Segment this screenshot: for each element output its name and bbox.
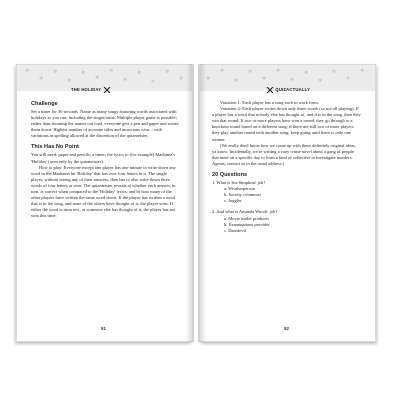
- snowflake-icon: ❄: [276, 68, 281, 74]
- snowflake-icon: ❄: [360, 68, 365, 74]
- answer-option: b. Society columnist: [224, 192, 261, 198]
- snowflake-icon: ❄: [262, 76, 267, 82]
- section-heading: Challenge: [31, 101, 58, 107]
- snowflake-icon: ❄: [332, 69, 337, 75]
- right-page: [200, 64, 376, 342]
- snowflake-icon: ❄: [234, 78, 239, 84]
- snowflake-icon: ❄: [290, 77, 295, 83]
- answer-option: c. Juggler: [224, 198, 242, 204]
- snowflake-icon: ❄: [95, 75, 100, 81]
- page-number: 91: [101, 326, 106, 331]
- snowflake-icon: ❄: [137, 70, 142, 76]
- snowflake-icon: ❄: [346, 76, 351, 82]
- section-heading: This Has No Point: [31, 144, 79, 151]
- snowflake-icon: ❄: [206, 76, 211, 82]
- question: 2. And what is Amanda Woods' job?: [212, 209, 278, 215]
- right-page-body: [212, 100, 361, 234]
- answer-option: a. Movie trailer producer: [224, 215, 269, 221]
- snowflake-icon: ❄: [109, 68, 114, 74]
- running-head: [266, 87, 310, 93]
- section-heading: 20 Questions: [212, 172, 248, 179]
- paragraph: Variation 2: Each player writes down only three words (so not all playing). If a player has a word that nobody else has thought of, and it is in the song, then they win that round. If two or more players have won a round, they go through to a knockout round based on a different song; if there are still two or more players they play another round with another song; keep going until there is only one winner.: [212, 106, 361, 142]
- snowflake-icon: ❄: [151, 79, 156, 85]
- snowflake-icon: ❄: [81, 70, 86, 76]
- running-head-text: THE HOLIDAY: [71, 87, 102, 93]
- answer-option: a. Weatherperson: [224, 186, 256, 192]
- paragraph: Set a timer for 30 seconds. Name as many songs featuring words associated with holidays as you can, including the singer/artist. Multiple player game is possible; rather than shouting the names out loud, everyone gets a pen and paper and writes them down. Highest number of accurate titles and musicians wins – with variations in spelling allowed at the discretion of the quizmeister.: [31, 109, 179, 139]
- paragraph: You will need: paper and pencils; a timer; the lyrics to (for example) Madonna's 'Holiday' (seen only by the quizmeister).: [31, 152, 175, 164]
- snowflake-icon: ❄: [179, 76, 184, 82]
- answer-option: b. Examinations provider: [224, 221, 270, 227]
- snowflake-icon: ❄: [25, 68, 30, 74]
- left-page: [16, 64, 192, 342]
- crossed-skis-icon: [266, 87, 274, 93]
- page-number: 92: [284, 326, 289, 331]
- snowflake-icon: ❄: [165, 69, 170, 75]
- snowflake-icon: ❄: [318, 78, 323, 84]
- snowflake-icon: ❄: [39, 76, 44, 82]
- paragraph: How to play: Everyone except one player has one minute to write down any word in the Madonna hit 'Holiday' that has over four letters in it. The single player, without seeing any of their answers, then has to also write down three words of four letters or over. The quizmeister reveals a) whether each answer, in turn, is correct when compared to the 'Holiday' lyrics; and b) how many of the other players have written the same word down. If the player has written a word that is in the song, and none of the others have thought of it, the player wins. If either the word is incorrect, or someone else has thought of it, the player has not won this time.: [31, 164, 176, 219]
- running-head-text: QUIZACTUALLY: [275, 87, 310, 93]
- snowflake-icon: ❄: [248, 69, 253, 75]
- left-page-body: [31, 101, 180, 220]
- snowflake-icon: ❄: [53, 69, 58, 75]
- answer-option: c. Daredevil: [224, 227, 246, 233]
- question: 1. What is Iris Simpkins' job?: [212, 180, 266, 186]
- paragraph: Variation 1: Each player has a song each to work from.: [220, 100, 319, 105]
- paragraph: (We really don't know how we come up with these definitely original ideas, ya know. Incidentally, we're writing a cozy crime novel about a gang of people that meet on a specific day to form a kind of collective to investigate murders. Agents, contact us in the usual address.): [212, 142, 357, 166]
- running-head: [71, 87, 111, 93]
- snowflake-icon: ❄: [304, 70, 309, 76]
- snowflake-icon: ❄: [123, 77, 128, 83]
- crossed-skis-icon: [103, 87, 111, 93]
- snowflake-icon: ❄: [67, 78, 72, 84]
- open-book: [16, 64, 384, 342]
- snowflake-icon: ❄: [220, 68, 225, 74]
